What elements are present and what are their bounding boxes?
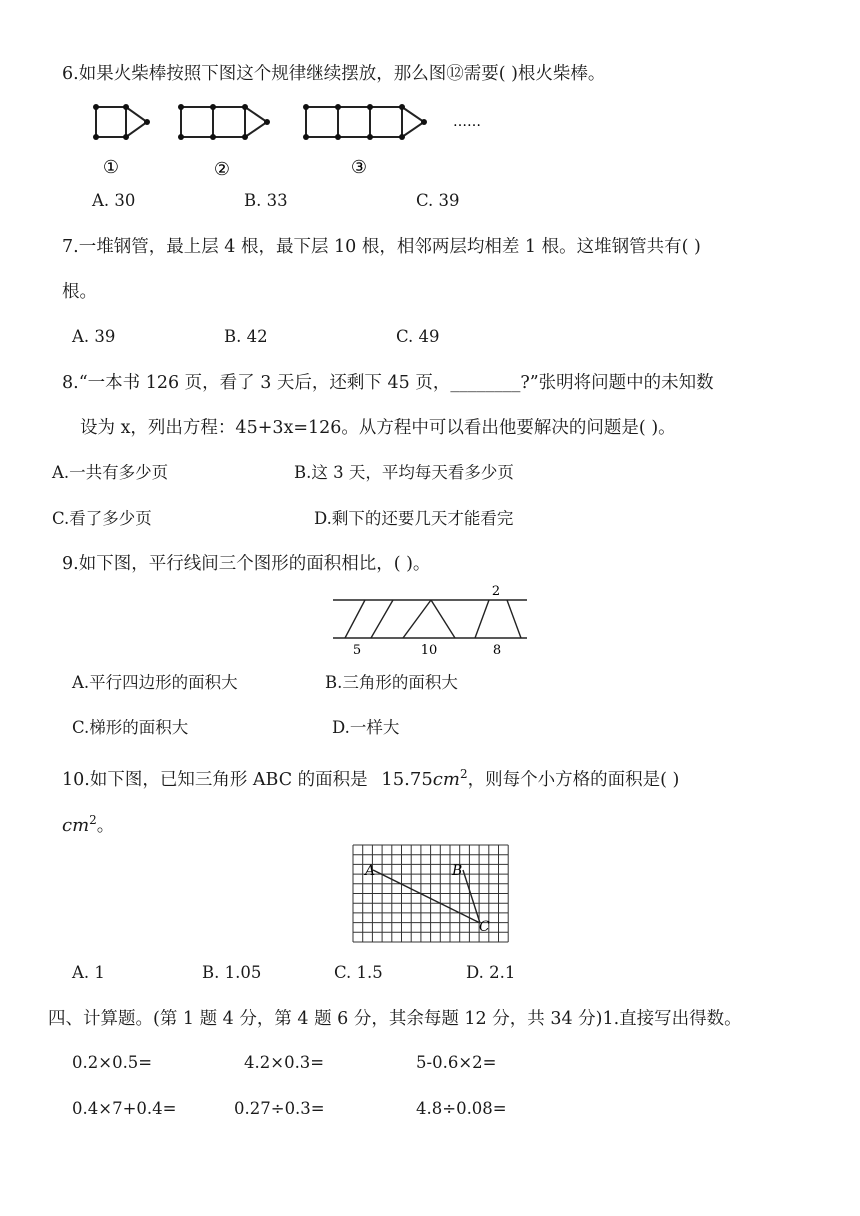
parallel-lines-figure (325, 582, 535, 658)
question-10-line2 (62, 808, 114, 838)
figure-label-1: ① (102, 157, 120, 178)
q7-option-b[interactable]: B. 42 (224, 327, 268, 346)
q6-option-a[interactable]: A. 30 (92, 191, 136, 210)
q8-option-c[interactable]: C.看了多少页 (52, 509, 152, 528)
calc-1-1: 0.2×0.5= (72, 1053, 153, 1072)
figure-label-2: ② (213, 159, 231, 180)
question-6-text: 6.如果火柴棒按照下图这个规律继续摆放，那么图⑫需要( )根火柴棒。 (62, 64, 606, 84)
q10-text-after: ，则每个小方格的面积是( ) (467, 769, 680, 790)
q10-line2-suffix: 。 (96, 815, 115, 836)
q7-option-c[interactable]: C. 49 (396, 327, 440, 346)
q6-option-c[interactable]: C. 39 (416, 191, 460, 210)
figure-label-3: ③ (350, 157, 368, 178)
vertex-a: A (365, 863, 376, 879)
q8-option-b[interactable]: B.这 3 天，平均每天看多少页 (294, 463, 514, 482)
q7-option-a[interactable]: A. 39 (72, 327, 116, 346)
label-8: 8 (492, 643, 502, 658)
q10-option-a[interactable]: A. 1 (72, 963, 105, 982)
q10-option-c[interactable]: C. 1.5 (334, 963, 383, 982)
grid-triangle-figure (350, 843, 510, 949)
calc-2-3: 4.8÷0.08= (416, 1099, 507, 1118)
q9-option-a[interactable]: A.平行四边形的面积大 (72, 673, 238, 692)
question-7-line2: 根。 (62, 282, 97, 302)
question-9-text: 9.如下图，平行线间三个图形的面积相比，( )。 (62, 554, 431, 574)
question-10-line1 (62, 762, 679, 792)
label-2: 2 (491, 584, 501, 599)
matchstick-figures (85, 98, 505, 184)
calc-1-3: 5-0.6×2= (416, 1053, 497, 1072)
q10-text-before: 10.如下图，已知三角形 ABC 的面积是 (62, 769, 368, 790)
q6-option-b[interactable]: B. 33 (244, 191, 288, 210)
vertex-c: C (479, 919, 490, 935)
section-4-heading: 四、计算题。(第 1 题 4 分，第 4 题 6 分，其余每题 12 分，共 34 分)1.直接写出得数。 (48, 1009, 742, 1029)
q10-line2-sup: 2 (89, 813, 97, 827)
q9-option-c[interactable]: C.梯形的面积大 (72, 718, 189, 737)
label-5: 5 (352, 643, 362, 658)
calc-2-1: 0.4×7+0.4= (72, 1099, 177, 1118)
question-7-line1: 7.一堆钢管，最上层 4 根，最下层 10 根，相邻两层均相差 1 根。这堆钢管共有( ) (62, 237, 701, 257)
q10-option-b[interactable]: B. 1.05 (202, 963, 262, 982)
q10-area-unit: cm (432, 768, 460, 790)
vertex-b: B (452, 863, 463, 879)
q10-area-value: 15.75 (381, 768, 433, 790)
label-10: 10 (420, 643, 438, 658)
q10-option-d[interactable]: D. 2.1 (466, 963, 516, 982)
q9-option-d[interactable]: D.一样大 (332, 718, 400, 737)
q8-option-d[interactable]: D.剩下的还要几天才能看完 (314, 509, 514, 528)
q8-option-a[interactable]: A.一共有多少页 (52, 463, 169, 482)
figure-ellipsis: …… (453, 114, 481, 130)
q9-option-b[interactable]: B.三角形的面积大 (325, 673, 458, 692)
calc-2-2: 0.27÷0.3= (234, 1099, 325, 1118)
q10-line2-unit: cm (62, 814, 90, 836)
q10-area-sup: 2 (459, 767, 468, 781)
question-8-line1: 8.“一本书 126 页，看了 3 天后，还剩下 45 页，________?”张明将问题中的未知数 (62, 373, 714, 393)
calc-1-2: 4.2×0.3= (244, 1053, 325, 1072)
question-8-line2: 设为 x，列出方程：45+3x=126。从方程中可以看出他要解决的问题是( )。 (80, 418, 676, 438)
